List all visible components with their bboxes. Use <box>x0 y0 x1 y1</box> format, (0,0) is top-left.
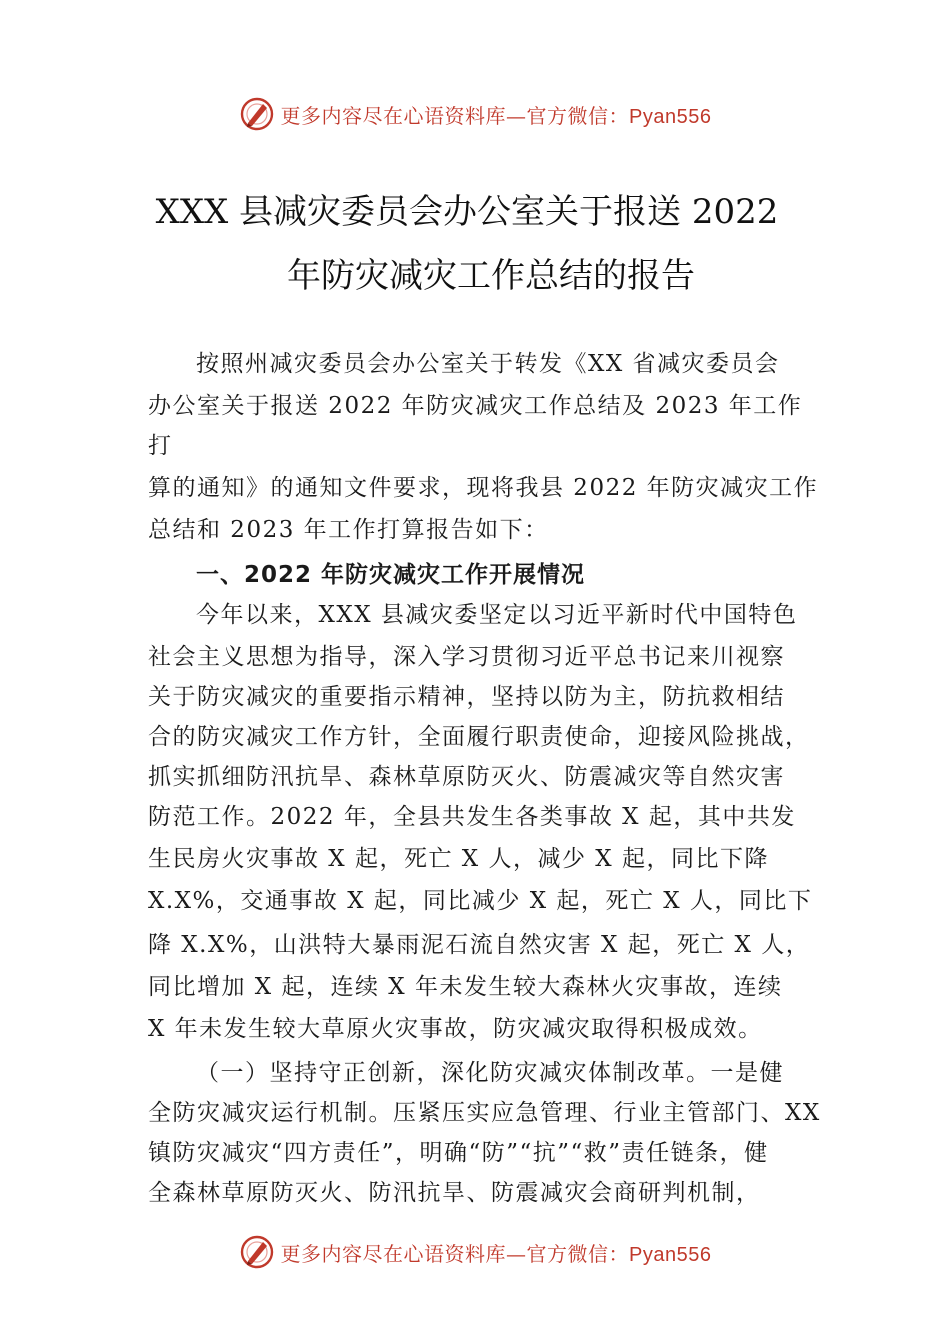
pen-circle-logo-icon <box>239 1234 275 1270</box>
subsection-line: （一）坚持守正创新，深化防灾减灾体制改革。一是健 <box>196 1060 784 1086</box>
body-line: 生民房火灾事故 X 起，死亡 X 人，减少 X 起，同比下降 <box>148 846 769 872</box>
section-heading: 一、2022 年防灾减灾工作开展情况 <box>196 562 586 588</box>
body-line: 合的防灾减灾工作方针，全面履行职责使命，迎接风险挑战， <box>148 724 810 750</box>
wechat-id: Pyan556 <box>629 1243 712 1266</box>
body-line: 关于防灾减灾的重要指示精神，坚持以防为主，防抗救相结 <box>148 684 785 710</box>
subsection-line: 全森林草原防灭火、防汛抗旱、防震减灾会商研判机制， <box>148 1180 761 1206</box>
pen-circle-logo-icon <box>239 96 275 132</box>
intro-line: 办公室关于报送 2022 年防灾减灾工作总结及 2023 年工作 <box>148 393 803 419</box>
body-line: 防范工作。2022 年，全县共发生各类事故 X 起，其中共发 <box>148 804 796 830</box>
document-title-line-2: 年防灾减灾工作总结的报告 <box>287 256 695 296</box>
body-line: 社会主义思想为指导，深入学习贯彻习近平总书记来川视察 <box>148 644 785 670</box>
watermark-banner-top <box>0 92 950 136</box>
body-line: 抓实抓细防汛抗旱、森林草原防灭火、防震减灾等自然灾害 <box>148 764 785 790</box>
intro-line: 算的通知》的通知文件要求，现将我县 2022 年防灾减灾工作 <box>148 475 819 501</box>
body-line: X 年未发生较大草原火灾事故，防灾减灾取得积极成效。 <box>148 1016 763 1042</box>
watermark-text: 更多内容尽在心语资料库—官方微信：Pyan556 <box>280 1241 712 1266</box>
intro-line: 打 <box>148 433 173 459</box>
watermark-text: 更多内容尽在心语资料库—官方微信：Pyan556 <box>280 103 712 128</box>
body-line: 今年以来，XXX 县减灾委坚定以习近平新时代中国特色 <box>196 602 798 628</box>
intro-line: 总结和 2023 年工作打算报告如下： <box>148 517 549 543</box>
intro-line: 按照州减灾委员会办公室关于转发《XX 省减灾委员会 <box>196 351 780 377</box>
subsection-line: 镇防灾减灾“四方责任”，明确“防”“抗”“救”责任链条，健 <box>148 1140 769 1166</box>
subsection-line: 全防灾减灾运行机制。压紧压实应急管理、行业主管部门、XX <box>148 1100 821 1126</box>
body-line: 降 X.X%，山洪特大暴雨泥石流自然灾害 X 起，死亡 X 人， <box>148 932 811 958</box>
wechat-id: Pyan556 <box>629 105 712 128</box>
watermark-banner-bottom <box>0 1230 950 1274</box>
body-line: X.X%，交通事故 X 起，同比减少 X 起，死亡 X 人，同比下 <box>148 888 813 914</box>
document-title-line-1: XXX 县减灾委员会办公室关于报送 2022 <box>155 192 779 232</box>
body-line: 同比增加 X 起，连续 X 年未发生较大森林火灾事故，连续 <box>148 974 783 1000</box>
